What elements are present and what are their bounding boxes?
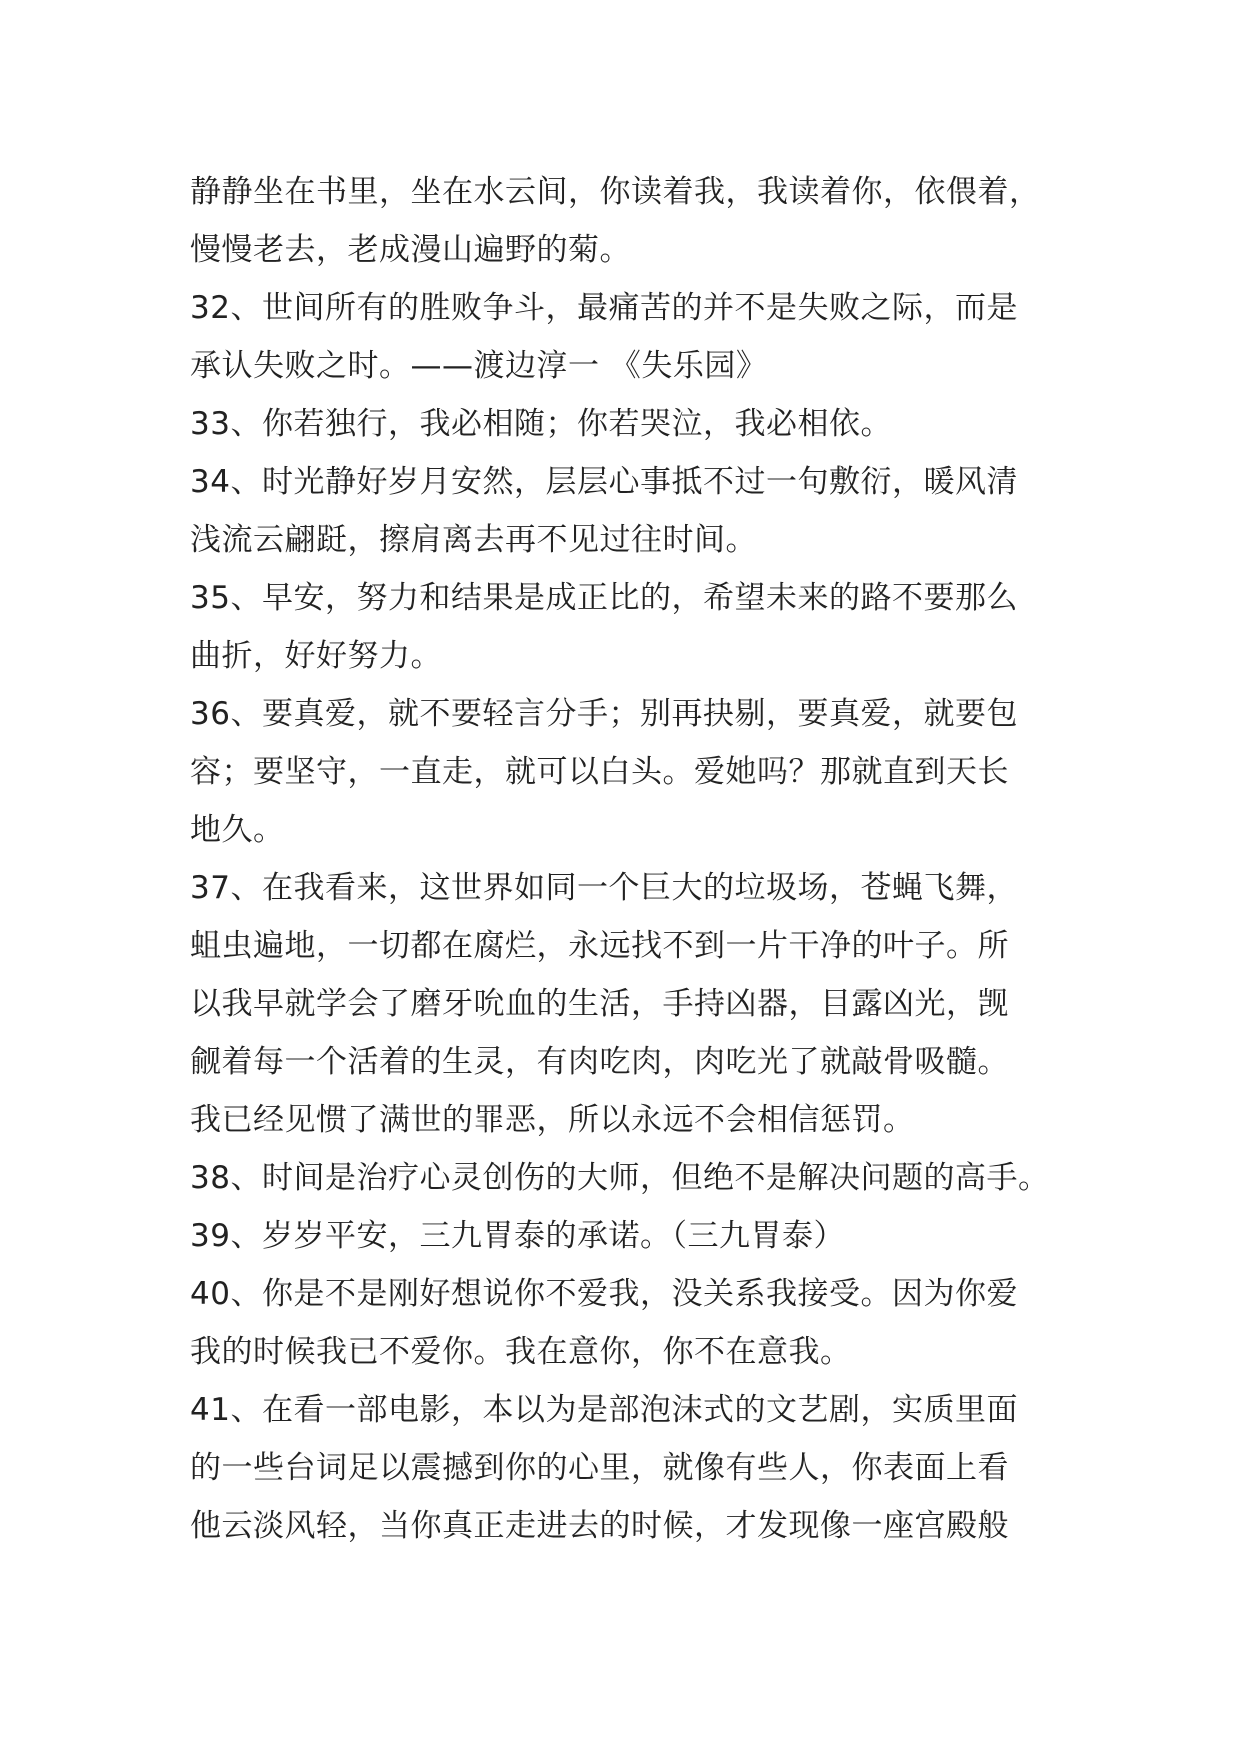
- text-line: 蛆虫遍地，一切都在腐烂，永远找不到一片干净的叶子。所: [190, 928, 1009, 964]
- text-line: 39、岁岁平安，三九胃泰的承诺。（三九胃泰）: [190, 1218, 845, 1254]
- text-line: 我的时候我已不爱你。我在意你，你不在意我。: [190, 1334, 852, 1370]
- text-line: 承认失败之时。——渡边淳一 《失乐园》: [190, 348, 768, 384]
- text-line: 静静坐在书里，坐在水云间，你读着我，我读着你，依偎着，: [190, 174, 1041, 210]
- text-line: 33、你若独行，我必相随；你若哭泣，我必相依。: [190, 406, 892, 442]
- text-line: 他云淡风轻，当你真正走进去的时候，才发现像一座宫殿般: [190, 1508, 1009, 1544]
- text-line: 36、要真爱，就不要轻言分手；别再抉剔，要真爱，就要包: [190, 696, 1018, 732]
- text-line: 容；要坚守，一直走，就可以白头。爱她吗？那就直到天长: [190, 754, 1009, 790]
- text-line: 32、世间所有的胜败争斗，最痛苦的并不是失败之际，而是: [190, 290, 1018, 326]
- text-line: 37、在我看来，这世界如同一个巨大的垃圾场，苍蝇飞舞，: [190, 870, 1018, 906]
- text-line: 慢慢老去，老成漫山遍野的菊。: [190, 232, 631, 268]
- text-line: 40、你是不是刚好想说你不爱我，没关系我接受。因为你爱: [190, 1276, 1018, 1312]
- text-line: 觎着每一个活着的生灵，有肉吃肉，肉吃光了就敲骨吸髓。: [190, 1044, 1009, 1080]
- text-line: 35、早安，努力和结果是成正比的，希望未来的路不要那么: [190, 580, 1018, 616]
- text-line: 我已经见惯了满世的罪恶，所以永远不会相信惩罚。: [190, 1102, 915, 1138]
- text-line: 曲折，好好努力。: [190, 638, 442, 674]
- text-line: 34、时光静好岁月安然，层层心事抵不过一句敷衍，暖风清: [190, 464, 1018, 500]
- text-line: 38、时间是治疗心灵创伤的大师，但绝不是解决问题的高手。: [190, 1160, 1050, 1196]
- text-line: 以我早就学会了磨牙吮血的生活，手持凶器，目露凶光，觊: [190, 986, 1009, 1022]
- text-line: 41、在看一部电影，本以为是部泡沫式的文艺剧，实质里面: [190, 1392, 1018, 1428]
- document-body: [190, 163, 1065, 1555]
- text-line: 地久。: [190, 812, 285, 848]
- text-line: 浅流云翩跹，擦肩离去再不见过往时间。: [190, 522, 757, 558]
- text-line: 的一些台词足以震撼到你的心里，就像有些人，你表面上看: [190, 1450, 1009, 1486]
